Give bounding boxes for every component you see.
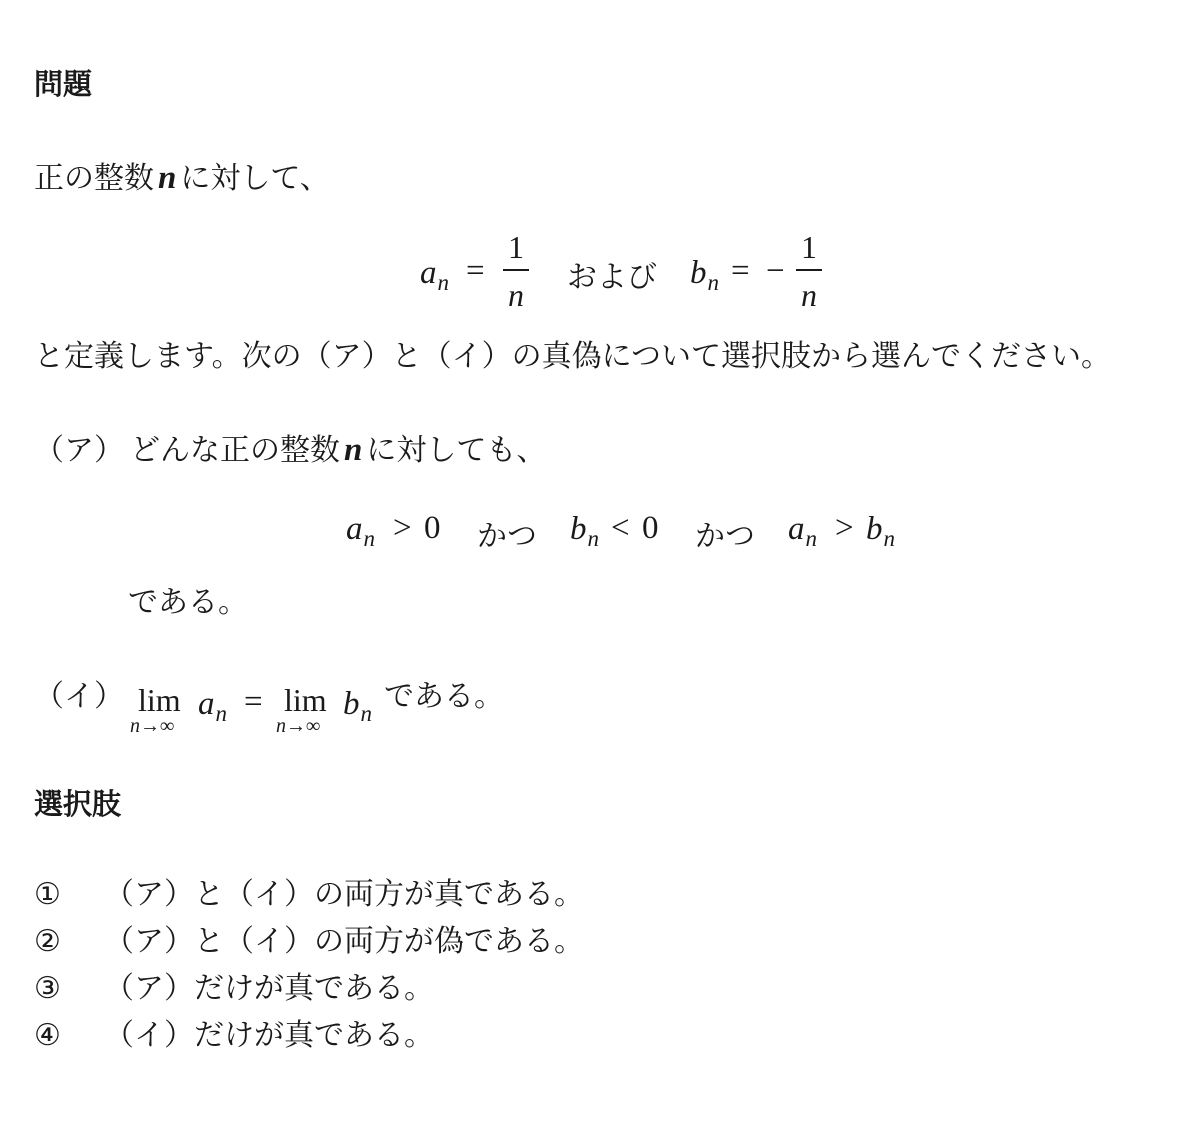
sa-gt-2: > xyxy=(835,510,854,546)
statement-a-label: （ア） xyxy=(34,433,124,468)
choice-item[interactable] xyxy=(0,925,1200,965)
def-b-n: bn xyxy=(690,255,719,295)
sa-connector-1: かつ xyxy=(477,519,537,554)
si-lim-under-1: n→∞ xyxy=(130,715,175,737)
statement-a-var: n xyxy=(344,432,363,468)
choice-item[interactable] xyxy=(0,1019,1200,1059)
def-connector: および xyxy=(567,260,657,295)
instruction-line: と定義します。次の（ア）と（イ）の真偽について選択肢から選んでください。 xyxy=(34,339,1111,374)
statement-a-after: に対しても、 xyxy=(366,433,547,468)
def-a-n: an xyxy=(420,255,449,295)
statement-a-before: どんな正の整数 xyxy=(130,433,340,468)
intro-after: に対して、 xyxy=(180,161,330,196)
problem-heading: 問題 xyxy=(34,67,93,101)
def-minus: − xyxy=(766,253,785,289)
def-frac2-bar xyxy=(796,269,822,271)
choice-text: （ア）だけが真である。 xyxy=(104,971,434,1006)
intro-var: n xyxy=(158,160,177,196)
statement-a-math xyxy=(0,505,1200,555)
def-frac2-den: n xyxy=(801,277,817,313)
choice-mark: ③ xyxy=(34,971,61,1006)
si-lim-2: lim xyxy=(284,682,327,718)
sa-connector-2: かつ xyxy=(695,519,755,554)
def-frac1-bar xyxy=(503,269,529,271)
si-lim-under-2: n→∞ xyxy=(276,715,321,737)
sa-lt: < xyxy=(611,510,630,546)
sa-a-n: an xyxy=(346,511,375,551)
choice-item[interactable] xyxy=(0,972,1200,1012)
statement-a-line xyxy=(34,434,546,467)
sa-b-n-2: bn xyxy=(866,511,895,551)
sa-a-n-2: an xyxy=(788,511,817,551)
def-eq-2: = xyxy=(731,253,750,289)
choices-heading: 選択肢 xyxy=(34,787,122,821)
sa-zero-2: 0 xyxy=(642,510,659,546)
statement-i-label: （イ） xyxy=(34,679,124,714)
sa-b-n: bn xyxy=(570,511,599,551)
def-eq-1: = xyxy=(466,253,485,289)
definition-display xyxy=(0,225,1200,315)
def-frac1-num: 1 xyxy=(508,229,524,265)
choice-text: （ア）と（イ）の両方が偽である。 xyxy=(104,924,584,959)
def-frac2-num: 1 xyxy=(801,229,817,265)
choice-mark: ① xyxy=(34,877,61,912)
si-lim-1: lim xyxy=(138,682,181,718)
si-b-n: bn xyxy=(343,686,372,726)
si-eq: = xyxy=(244,684,263,720)
statement-i xyxy=(0,670,1200,750)
choice-text: （イ）だけが真である。 xyxy=(104,1018,434,1053)
statement-a-ending: である。 xyxy=(128,585,248,620)
statement-i-ending: である。 xyxy=(384,679,504,714)
intro-line xyxy=(34,162,330,195)
choice-text: （ア）と（イ）の両方が真である。 xyxy=(104,877,584,912)
choice-item[interactable] xyxy=(0,878,1200,918)
intro-before: 正の整数 xyxy=(34,161,154,196)
choice-mark: ② xyxy=(34,924,61,959)
sa-gt-1: > xyxy=(393,510,412,546)
choice-mark: ④ xyxy=(34,1018,61,1053)
si-a-n: an xyxy=(198,686,227,726)
def-frac1-den: n xyxy=(508,277,524,313)
sa-zero-1: 0 xyxy=(424,510,441,546)
